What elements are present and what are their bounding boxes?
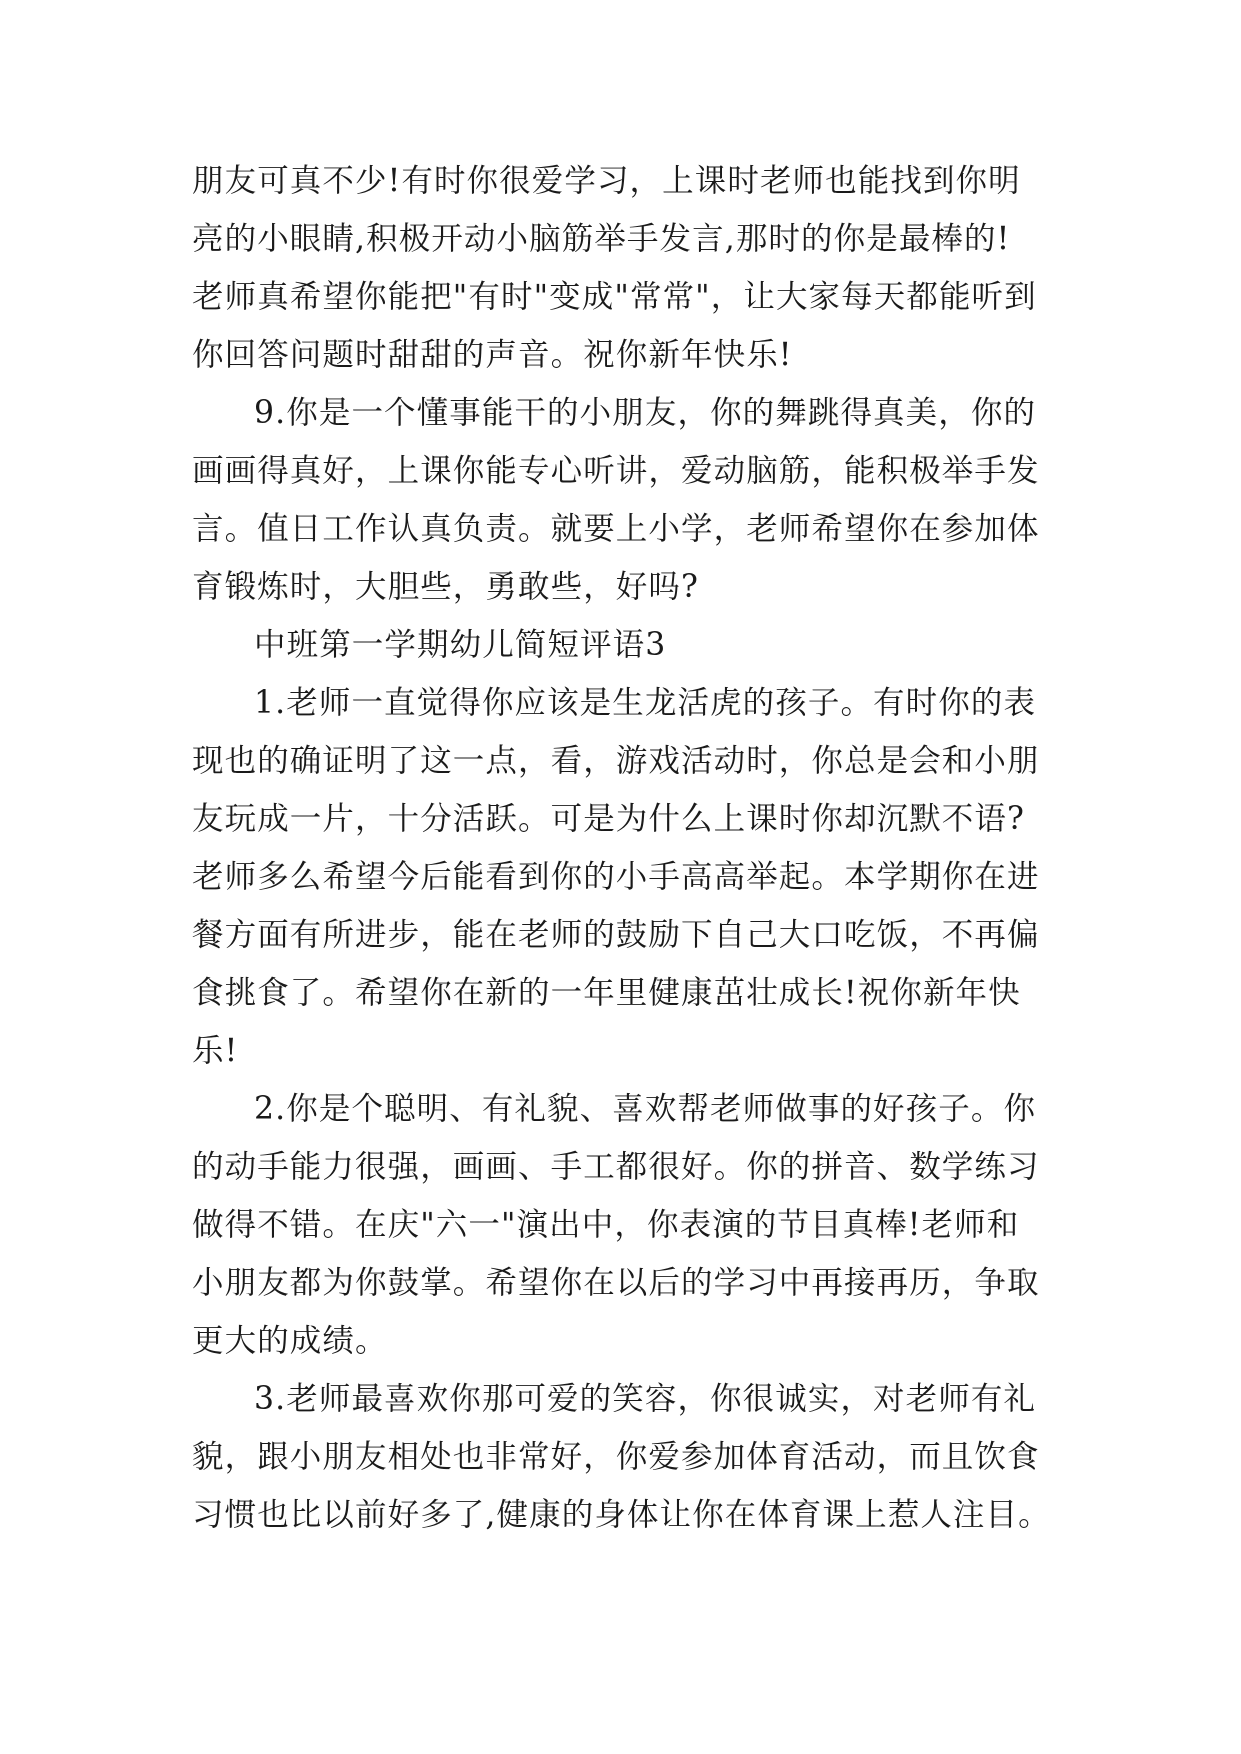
text-line: 的动手能力很强，画画、手工都很好。你的拼音、数学练习	[192, 1149, 1040, 1185]
paragraph-first-line: 9.你是一个懂事能干的小朋友，你的舞跳得真美，你的	[254, 395, 1037, 431]
text-line: 现也的确证明了这一点，看，游戏活动时，你总是会和小朋	[192, 743, 1040, 779]
text-line: 食挑食了。希望你在新的一年里健康茁壮成长!祝你新年快	[192, 975, 1021, 1011]
text-line: 老师多么希望今后能看到你的小手高高举起。本学期你在进	[192, 859, 1040, 895]
text-line: 做得不错。在庆"六一"演出中，你表演的节目真棒!老师和	[192, 1207, 1020, 1243]
text-line: 老师真希望你能把"有时"变成"常常"，让大家每天都能听到	[192, 279, 1037, 315]
paragraph-first-line: 中班第一学期幼儿简短评语3	[254, 627, 667, 663]
text-line: 貌，跟小朋友相处也非常好，你爱参加体育活动，而且饮食	[192, 1439, 1040, 1475]
text-line: 亮的小眼睛,积极开动小脑筋举手发言,那时的你是最棒的!	[192, 221, 1011, 257]
text-line: 习惯也比以前好多了,健康的身体让你在体育课上惹人注目。	[192, 1497, 1051, 1533]
text-line: 小朋友都为你鼓掌。希望你在以后的学习中再接再历，争取	[192, 1265, 1040, 1301]
document-body	[192, 152, 1054, 1544]
text-line: 你回答问题时甜甜的声音。祝你新年快乐!	[192, 337, 793, 373]
paragraph-first-line: 1.老师一直觉得你应该是生龙活虎的孩子。有时你的表	[254, 685, 1037, 721]
text-line: 乐!	[192, 1033, 239, 1069]
paragraph-first-line: 2.你是个聪明、有礼貌、喜欢帮老师做事的好孩子。你	[254, 1091, 1037, 1127]
text-line: 朋友可真不少!有时你很爱学习，上课时老师也能找到你明	[192, 163, 1021, 199]
text-line: 育锻炼时，大胆些，勇敢些，好吗?	[192, 569, 699, 605]
text-line: 餐方面有所进步，能在老师的鼓励下自己大口吃饭，不再偏	[192, 917, 1040, 953]
text-line: 画画得真好，上课你能专心听讲，爱动脑筋，能积极举手发	[192, 453, 1040, 489]
text-line: 更大的成绩。	[192, 1323, 388, 1359]
text-line: 言。值日工作认真负责。就要上小学，老师希望你在参加体	[192, 511, 1040, 547]
text-line: 友玩成一片，十分活跃。可是为什么上课时你却沉默不语?	[192, 801, 1025, 837]
paragraph-first-line: 3.老师最喜欢你那可爱的笑容，你很诚实，对老师有礼	[254, 1381, 1037, 1417]
